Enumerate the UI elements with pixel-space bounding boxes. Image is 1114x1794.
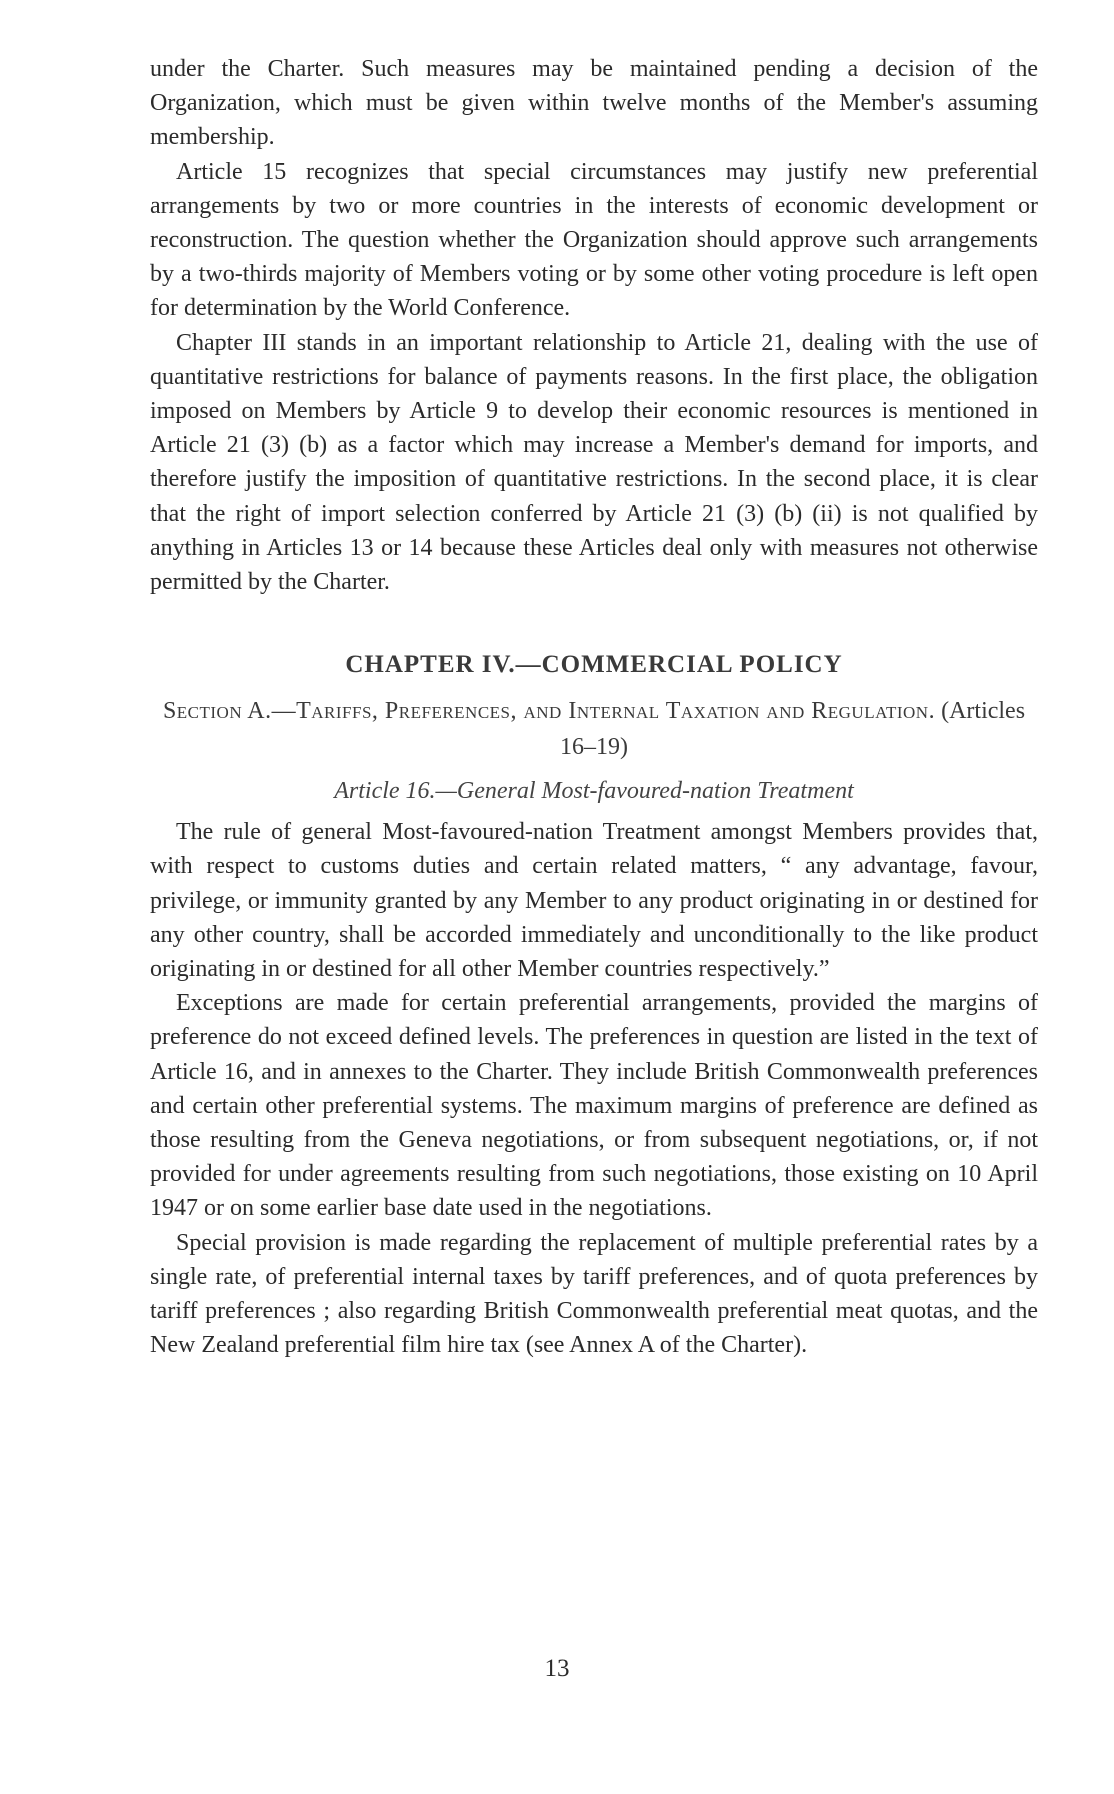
paragraph-special-provision: Special provision is made regarding the replacement of multiple preferential rates by a single rate, of preferential internal taxes by tariff preferences, and of quota preferences by tariff preferences ; also regarding British Commonwealth preferential meat quotas, and the New Zealand preferential film hire tax (see Annex A of the Charter). xyxy=(150,1229,1038,1359)
paragraph-chapter-iii: Chapter III stands in an important relationship to Article 21, dealing with the use of quantitative restrictions for balance of payments reasons. In the first place, the obligation imposed on Members by Article 9 to develop their economic resources is mentioned in Article 21 (3) (b) as a factor which may increase a Member's demand for imports, and therefore justify the imposition of quantitative restrictions. In the second place, it is clear that the right of import selection conferred by Article 21 (3) (b) (ii) is not qualified by anything in Articles 13 or 14 because these Articles deal only with measures not otherwise permitted by the Charter. xyxy=(150,329,1038,596)
page-number: 13 xyxy=(544,1655,570,1682)
section-articles: (Articles 16–19) xyxy=(560,698,1026,761)
section-title xyxy=(150,693,1038,765)
chapter-title: CHAPTER IV.—COMMERCIAL POLICY xyxy=(345,651,843,679)
paragraph-article-15: Article 15 recognizes that special circumstances may justify new preferential arrangements by two or more countries in the interests of economic development or reconstruction. The question whether the Organization should approve such arrangements by a two-thirds majority of Members voting or by some other voting procedure is left open for determination by the World Conference. xyxy=(150,158,1038,322)
article-title: Article 16.—General Most-favoured-nation Treatment xyxy=(334,778,854,805)
section-heading: Section A.—Tariffs, Preferences, and Internal Taxation and Regulation. xyxy=(162,698,936,725)
paragraph-exceptions: Exceptions are made for certain preferential arrangements, provided the margins of preference do not exceed defined levels. The preferences in question are listed in the text of Article 16, and in annexes to the Charter. They include British Commonwealth preferences and certain other preferential systems. The maximum margins of preference are defined as those resulting from the Geneva negotiations, or from subsequent negotiations, or, if not provided for under agreements resulting from such negotiations, those existing on 10 April 1947 or on some earlier base date used in the negotiations. xyxy=(150,990,1038,1222)
page-body xyxy=(150,52,1038,1363)
paragraph-continuation: under the Charter. Such measures may be maintained pending a decision of the Organization, which must be given within twelve months of the Member's assuming membership. xyxy=(150,56,1038,151)
paragraph-mfn-rule: The rule of general Most-favoured-nation Treatment amongst Members provides that, with respect to customs duties and certain related matters, “ any advantage, favour, privilege, or immunity granted by any Member to any product originating in or destined for any other country, shall be accorded immediately and unconditionally to the like product originating in or destined for all other Member countries respectively.” xyxy=(150,819,1038,983)
